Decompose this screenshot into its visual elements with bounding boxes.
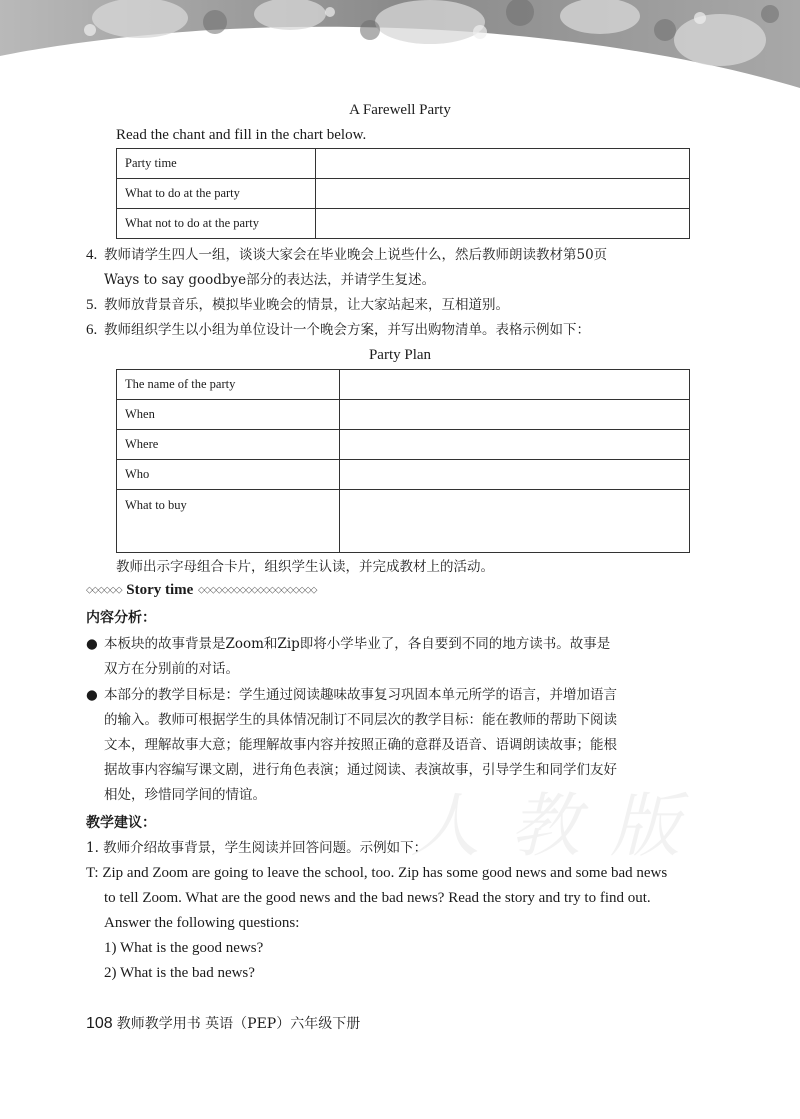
farewell-party-table [116, 148, 690, 239]
blank-cell [340, 490, 690, 553]
table-row [117, 460, 690, 490]
ornament-left: ◇◇◇◇◇◇ [86, 585, 122, 596]
dialogue-line-3: Answer the following questions: [104, 915, 300, 931]
table-row [117, 430, 690, 460]
table-row-label: Where [117, 430, 340, 460]
table-row-label: When [117, 400, 340, 430]
page-title: A Farewell Party [349, 102, 451, 118]
table-row [117, 490, 690, 553]
step-text: 教师放背景音乐，模拟毕业晚会的情景，让大家站起来，互相道别。 [104, 297, 509, 313]
bullet-text: 本部分的教学目标是：学生通过阅读趣味故事复习巩固本单元所学的语言，并增加语言 [104, 687, 617, 703]
dialogue-line-2: to tell Zoom. What are the good news and the bad news? Read the story and try to find out. [104, 890, 651, 906]
table-row-label: The name of the party [117, 370, 340, 400]
question-2: 2) What is the bad news? [104, 965, 255, 981]
bullet-2-line-3: 文本，理解故事大意；能理解故事内容并按照正确的意群及语音、语调朗读故事；能根 [104, 737, 617, 753]
publisher-watermark: 人教版 [410, 785, 710, 867]
suggestion-item-1: 1. 教师介绍故事背景，学生阅读并回答问题。示例如下： [86, 840, 428, 856]
step-text: 教师请学生四人一组，谈谈大家会在毕业晚会上说些什么，然后教师朗读教材第50页 [104, 247, 608, 263]
after-table-note: 教师出示字母组合卡片，组织学生认读，并完成教材上的活动。 [116, 559, 494, 575]
story-time-title: Story time [126, 582, 194, 598]
bullet-1-line-1 [86, 632, 610, 657]
table-row [117, 209, 690, 239]
content-analysis-heading: 内容分析： [86, 610, 156, 626]
blank-cell [340, 370, 690, 400]
ornament-right: ◇◇◇◇◇◇◇◇◇◇◇◇◇◇◇◇◇◇◇◇ [198, 585, 317, 596]
chart-instruction: Read the chant and fill in the chart below. [116, 127, 367, 143]
blank-cell [340, 400, 690, 430]
party-plan-title: Party Plan [368, 347, 432, 363]
table-row-label: Party time [117, 149, 316, 179]
blank-cell [340, 430, 690, 460]
bullet-icon: ● [86, 687, 98, 703]
page-footer [86, 1013, 360, 1033]
step-4-line-2: Ways to say goodbye部分的表达法，并请学生复述。 [104, 272, 436, 288]
bullet-2-line-2: 的输入。教师可根据学生的具体情况制订不同层次的教学目标：能在教师的帮助下阅读 [104, 712, 617, 728]
step-number: 6. [86, 322, 98, 338]
table-row-label: What to buy [117, 490, 340, 553]
blank-cell [316, 179, 690, 209]
party-plan-table [116, 369, 690, 553]
table-row [117, 179, 690, 209]
teaching-suggestions-heading: 教学建议： [86, 815, 156, 831]
bullet-2-line-5: 相处，珍惜同学间的情谊。 [104, 787, 266, 803]
table-row [117, 400, 690, 430]
bullet-2-line-4: 据故事内容编写课文剧，进行角色表演；通过阅读、表演故事，引导学生和同学们友好 [104, 762, 617, 778]
bullet-2-line-1 [86, 683, 617, 708]
decorative-floral-banner [0, 0, 800, 88]
dialogue-line-1: T: Zip and Zoom are going to leave the school, too. Zip has some good news and some bad news [86, 865, 668, 881]
blank-cell [340, 460, 690, 490]
table-row-label: What not to do at the party [117, 209, 316, 239]
blank-cell [316, 149, 690, 179]
step-text: 教师组织学生以小组为单位设计一个晚会方案，并写出购物清单。表格示例如下： [104, 322, 590, 338]
story-time-header [86, 582, 316, 599]
book-title: 教师教学用书 英语（PEP）六年级下册 [116, 1016, 361, 1032]
question-1: 1) What is the good news? [104, 940, 264, 956]
step-number: 4. [86, 247, 98, 263]
table-row [117, 149, 690, 179]
table-row-label: What to do at the party [117, 179, 316, 209]
blank-cell [316, 209, 690, 239]
step-6 [86, 318, 590, 343]
step-4-line-1 [86, 243, 607, 268]
bullet-1-line-2: 双方在分别前的对话。 [104, 661, 239, 677]
step-number: 5. [86, 297, 98, 313]
page-number: 108 [86, 1015, 113, 1032]
step-5 [86, 293, 509, 318]
bullet-text: 本板块的故事背景是Zoom和Zip即将小学毕业了，各自要到不同的地方读书。故事是 [104, 636, 611, 652]
bullet-icon: ● [86, 636, 98, 652]
table-row-label: Who [117, 460, 340, 490]
table-row [117, 370, 690, 400]
